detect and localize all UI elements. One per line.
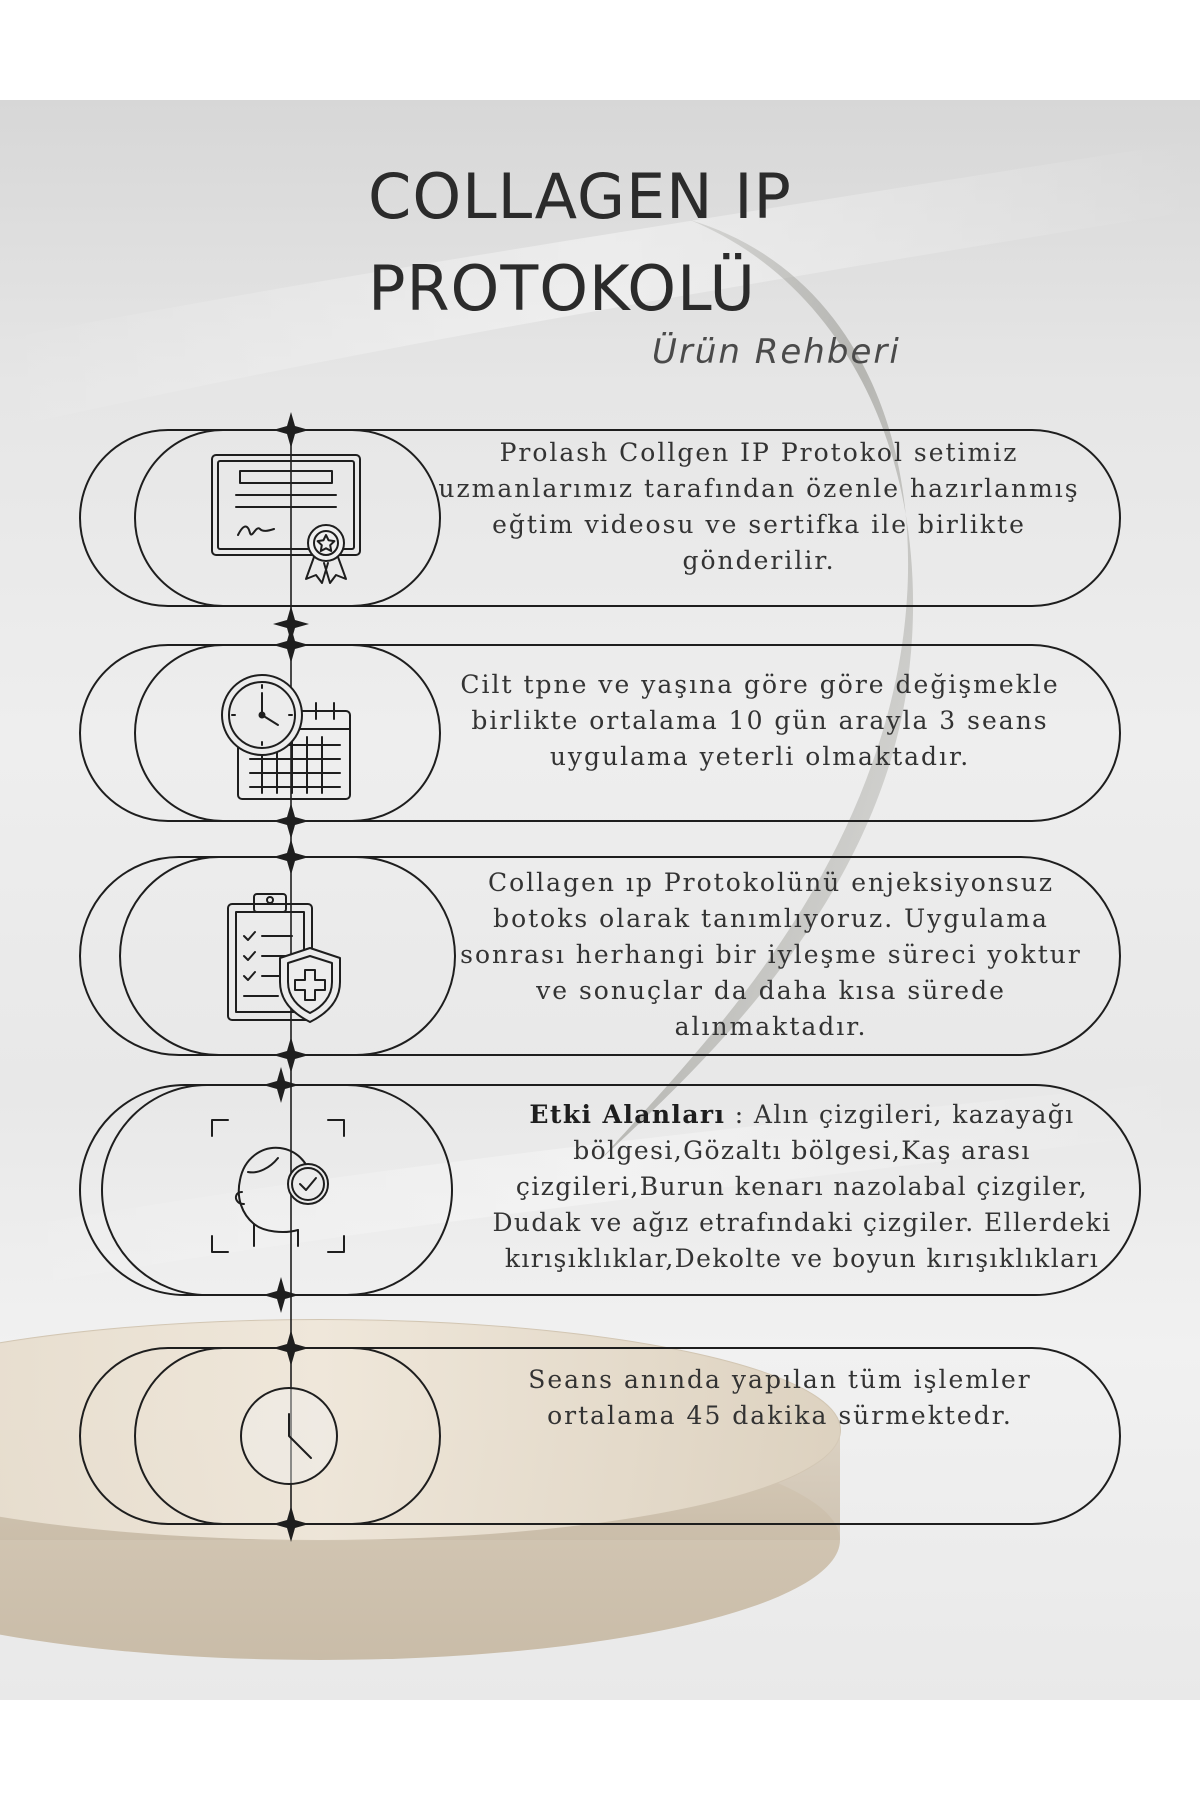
sparkle bbox=[273, 1037, 309, 1073]
clipboard-shield-icon bbox=[228, 894, 340, 1022]
page-title-line-2: PROTOKOLÜ bbox=[368, 252, 756, 325]
sparkle bbox=[273, 839, 309, 875]
sparkle bbox=[263, 1277, 299, 1313]
poster-panel bbox=[0, 100, 1200, 1700]
sparkle bbox=[273, 803, 309, 839]
clock-calendar-icon bbox=[222, 675, 350, 799]
page-subtitle: Ürün Rehberi bbox=[652, 332, 901, 372]
step-4-text bbox=[472, 1097, 1132, 1277]
step-2-text: Cilt tpne ve yaşına göre göre değişmekle birlikte ortalama 10 gün arayla 3 seans uygulama yeterli olmaktadır. bbox=[460, 670, 1060, 771]
face-scan-check-icon bbox=[212, 1120, 344, 1252]
sparkle bbox=[273, 1506, 309, 1542]
step-5-text: Seans anında yapılan tüm işlemler ortalama 45 dakika sürmektedr. bbox=[528, 1365, 1032, 1430]
step-1-text: Prolash Collgen IP Protokol setimiz uzmanlarımız tarafından özenle hazırlanmış eğtim videosu ve sertifka ile birlikte gönderilir. bbox=[438, 438, 1080, 575]
step-4-body: : Alın çizgileri, kazayağı bölgesi,Gözaltı bölgesi,Kaş arası çizgileri,Burun kenarı nazolabal çizgiler, Dudak ve ağız etrafındaki çizgiler. Ellerdeki kırışıklıklar,Dekolte ve boyun kırışıklıkları bbox=[492, 1100, 1112, 1273]
sparkle bbox=[273, 627, 309, 663]
sparkle bbox=[263, 1067, 299, 1103]
sparkle bbox=[273, 1330, 309, 1366]
step-3-text: Collagen ıp Protokolünü enjeksiyonsuz botoks olarak tanımlıyoruz. Uygulama sonrası herhangi bir iyleşme süreci yoktur ve sonuçlar da daha kısa sürede alınmaktadır. bbox=[460, 868, 1082, 1041]
step-4-label: Etki Alanları bbox=[529, 1100, 726, 1129]
sparkle bbox=[273, 412, 309, 448]
clock-icon bbox=[241, 1388, 337, 1484]
page-title-line-1: COLLAGEN IP bbox=[368, 160, 792, 233]
certificate-icon bbox=[212, 455, 360, 583]
